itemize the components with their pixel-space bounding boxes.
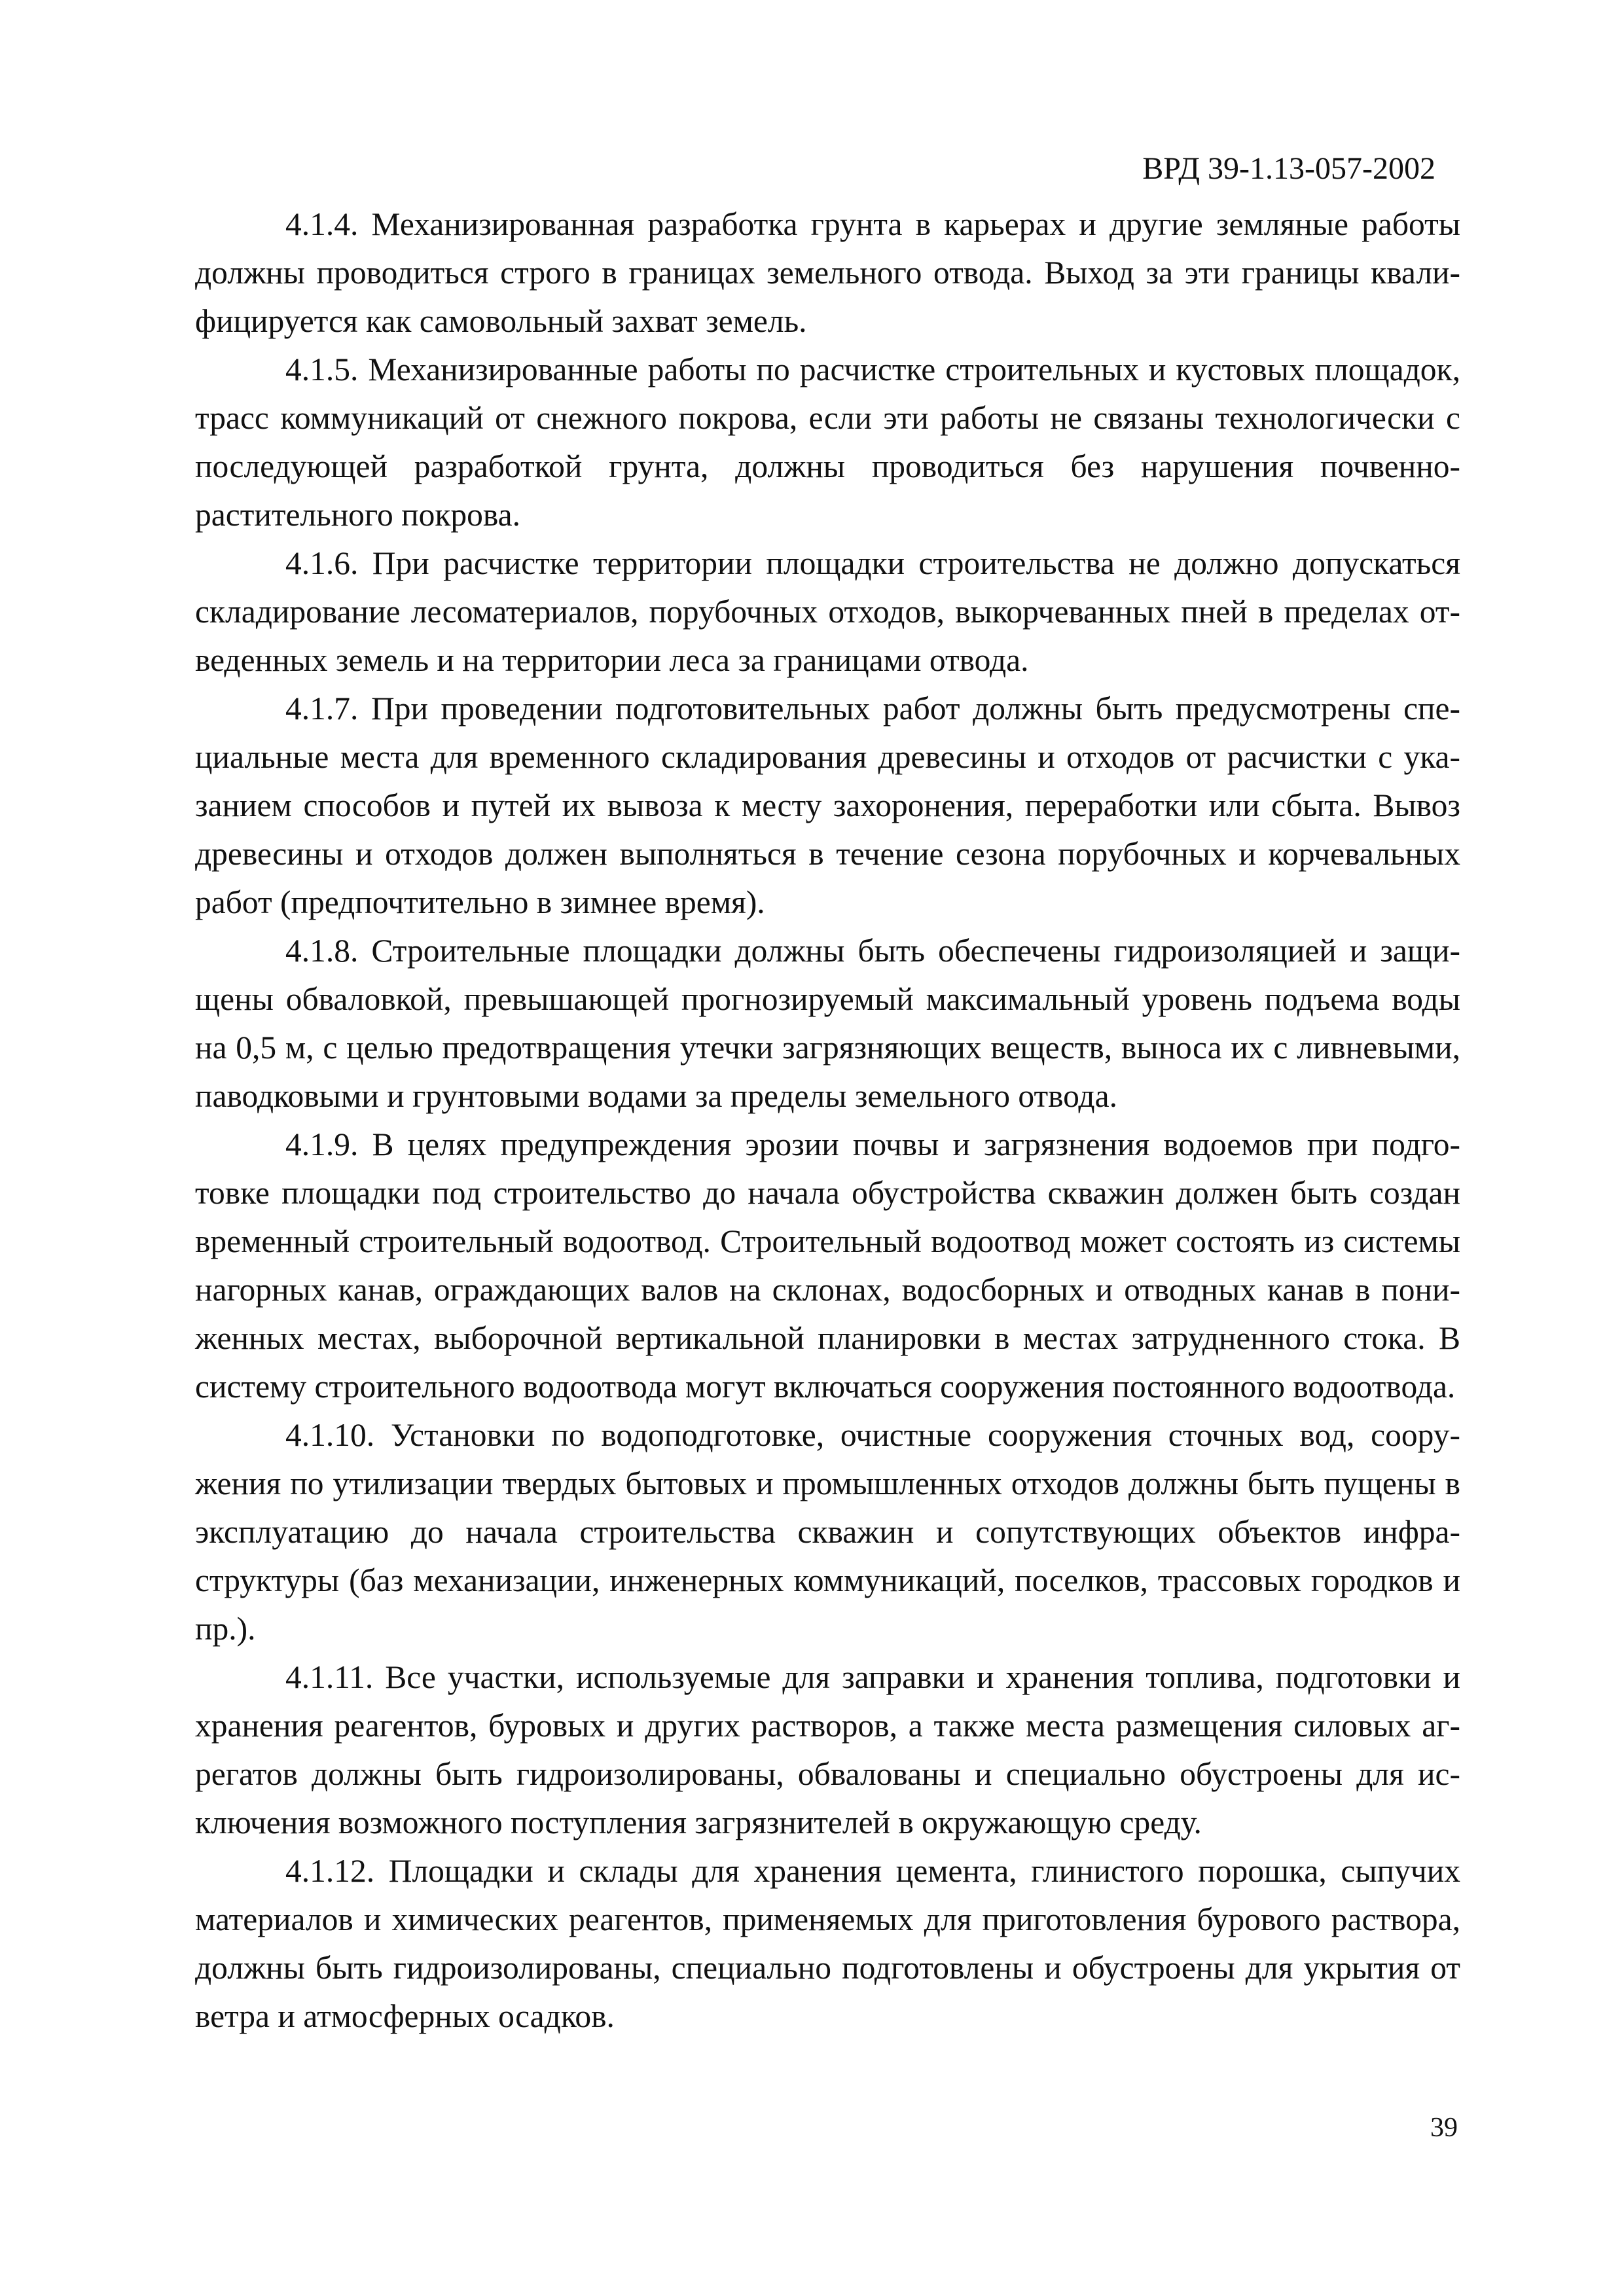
paragraph-4-1-11: 4.1.11. Все участки, используемые для заправки и хранения топлива, подготовки и хранения реагентов, буровых и других растворов, а также места размещения силовых агрегатов должны быть гидроизолированы, обвалованы и специально обустроены для исключения возможного поступления загрязнителей в окружающую среду. bbox=[195, 1659, 1460, 1840]
paragraph-4-1-4: 4.1.4. Механизированная разработка грунта в карьерах и другие земляные работы должны проводиться строго в границах земельного отвода. Выход за эти границы квалифицируется как самовольный захват земель. bbox=[195, 206, 1460, 339]
body-text bbox=[195, 200, 1460, 2041]
paragraph-4-1-10: 4.1.10. Установки по водоподготовке, очистные сооружения сточных вод, сооружения по утилизации твердых бытовых и промышленных отходов должны быть пущены в эксплуатацию до начала строительства скважин и сопутствующих объектов инфраструктуры (баз механизации, инженерных коммуникаций, поселков, трассовых городков и пр.). bbox=[195, 1417, 1460, 1647]
paragraph-4-1-7: 4.1.7. При проведении подготовительных работ должны быть предусмотрены специальные места для временного складирования древесины и отходов от расчистки с указанием способов и путей их вывоза к месту захоронения, переработки или сбыта. Вывоз древесины и отходов должен выполняться в течение сезона порубочных и корчевальных работ (предпочтительно в зимнее время). bbox=[195, 691, 1460, 920]
document-code: ВРД 39-1.13-057-2002 bbox=[1142, 151, 1435, 186]
paragraph-4-1-6: 4.1.6. При расчистке территории площадки строительства не должно допускаться складирование лесоматериалов, порубочных отходов, выкорчеванных пней в пределах отведенных земель и на территории леса за границами отвода. bbox=[195, 545, 1460, 678]
paragraph-4-1-5: 4.1.5. Механизированные работы по расчистке строительных и кустовых площадок, трасс коммуникаций от снежного покрова, если эти работы не связаны технологически с последующей разработкой грунта, должны проводиться без нарушения почвенно-растительного покрова. bbox=[195, 351, 1460, 533]
page-number: 39 bbox=[1430, 2113, 1458, 2143]
paragraph-4-1-8: 4.1.8. Строительные площадки должны быть обеспечены гидроизоляцией и защищены обваловкой, превышающей прогнозируемый максимальный уровень подъема воды на 0,5 м, с целью предотвращения утечки загрязняющих веществ, выноса их с ливневыми, паводковыми и грунтовыми водами за пределы земельного отвода. bbox=[195, 933, 1460, 1114]
paragraph-4-1-9: 4.1.9. В целях предупреждения эрозии почвы и загрязнения водоемов при подготовке площадки под строительство до начала обустройства скважин должен быть создан временный строительный водоотвод. Строительный водоотвод может состоять из системы нагорных канав, ограждающих валов на склонах, водосборных и отводных канав в пониженных местах, выборочной вертикальной планировки в местах затрудненного стока. В систему строительного водоотвода могут включаться сооружения постоянного водоотвода. bbox=[195, 1126, 1460, 1405]
paragraph-4-1-12: 4.1.12. Площадки и склады для хранения цемента, глинистого порошка, сыпучих материалов и химических реагентов, применяемых для приготовления бурового раствора, должны быть гидроизолированы, специально подготовлены и обустроены для укрытия от ветра и атмосферных осадков. bbox=[195, 1853, 1460, 2034]
